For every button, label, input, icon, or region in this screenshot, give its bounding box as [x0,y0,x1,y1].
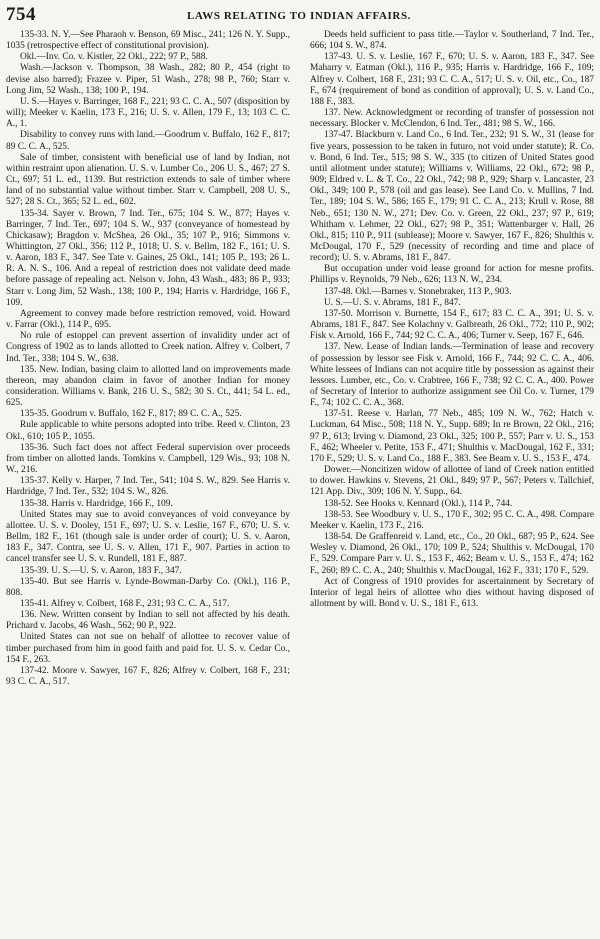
running-title: LAWS RELATING TO INDIAN AFFAIRS. [186,10,412,22]
paragraph: 136. New. Written consent by Indian to sell not affected by his death. Prichard v. Jacobs, 46 Wash., 562; 90 P., 922. [6,610,290,632]
paragraph: Deeds held sufficient to pass title.—Taylor v. Southerland, 7 Ind. Ter., 666; 104 S. W., 874. [310,30,594,52]
paragraph: 138-54. De Graffenreid v. Land, etc., Co., 20 Okl., 687; 95 P., 624. See Wesley v. Diamond, 26 Okl., 170; 109 P., 524; Shulthis v. McDougal, 170 F., 529. Compare Parr v. U. S., 153 F., 462; Beam v. U. S., 153 F., 474; 162 F., 260; 89 C. C. A., 240; Shulthis v. MacDougal, 162 F., 331; 170 F., 529. [310,532,594,576]
paragraph: U. S.—Hayes v. Barringer, 168 F., 221; 93 C. C. A., 507 (disposition by will); Meeker v. Kaelin, 173 F., 216; U. S. v. Allen, 179 F., 13; 103 C. C. A., 1. [6,96,290,130]
paragraph: 135-34. Sayer v. Brown, 7 Ind. Ter., 675; 104 S. W., 877; Hayes v. Barringer, 7 Ind. Ter., 697; 104 S. W., 937 (conveyance of homestead by Chickasaw); Bragdon v. McShea, 26 Okl., 35; 107 P., 916; Simmons v. Whittington, 27 Okl., 356; 112 P., 1018; U. S. v. Bellm, 182 F., 161; U. S. v. Aaron, 183 F., 347. See Tate v. Gaines, 25 Okl., 141; 105 P., 193; 26 L. R. A. N. S., 106. And a repeal of restriction does not validate deed made before passage of repealing act. Nelson v. John, 43 Wash., 483; 86 P., 933; Starr v. Long Jim, 52 Wash., 138; 100 P., 194; Harris v. Hardridge, 166 F., 109. [6,208,290,308]
paragraph: United States may sue to avoid conveyances of void conveyance by allottee. U. S. v. Dooley, 151 F., 697; U. S. v. Leslie, 167 F., 670; U. S. v. Bellm, 182 F., 161 (though sale is under order of court); U. S. v. Aaron, 183 F., 347. Contra, see U. S. v. Allen, 171 F., 907. Parties in action to cancel transfer see U. S. v. Rundell, 181 F., 887. [6,509,290,565]
paragraph: 135-37. Kelly v. Harper, 7 Ind. Ter., 541; 104 S. W., 829. See Harris v. Hardridge, 7 Ind. Ter., 532; 104 S. W., 826. [6,476,290,498]
paragraph: Act of Congress of 1910 provides for ascertainment by Secretary of Interior of legal heirs of allottee who dies without having disposed of allotment by will. Bond v. U. S., 181 F., 613. [310,576,594,609]
paragraph: But occupation under void lease ground for action for mesne profits. Phillips v. Reynolds, 79 Neb., 626; 113 N. W., 234. [310,264,594,286]
paragraph: 137-51. Reese v. Harlan, 77 Neb., 485; 109 N. W., 762; Hatch v. Luckman, 64 Misc., 508; 118 N. Y., Supp. 689; In re Brown, 22 Okl., 216; 97 P., 613; Irving v. Diamond, 23 Okl., 325; 100 P., 557; Parr v. U. S., 153 F., 462; Wheeler v. Petite, 153 F., 471; Shulthis v. MacDougal, 162 F., 331; 170 F., 529; U. S. v. Land Co., 188 F., 383. See Beam v. U. S., 153 F., 474. [310,409,594,464]
right-column [310,30,594,937]
paragraph: 135-39. U. S.—U. S. v. Aaron, 183 F., 347. [20,565,182,576]
paragraph: No rule of estoppel can prevent assertion of invalidity under act of Congress of 1902 as to lands allotted to Creek nation. Alfrey v. Colbert, 7 Ind. Ter., 338; 104 S. W., 638. [6,331,290,364]
paragraph: Sale of timber, consistent with beneficial use of land by Indian, not within restraint upon alienation. U. S. v. Lumber Co., 206 U. S., 467; 27 S. Ct., 697; 51 L. ed., 1139. But restriction extends to sale of timber where land of no substantial value without timber. Starr v. Campbell, 208 U. S., 527; 28 S. Ct., 365; 52 L. ed., 602. [6,152,290,208]
paragraph: 135-38. Harris v. Hardridge, 166 F., 109. [20,498,173,509]
paragraph: 137-42. Moore v. Sawyer, 167 F., 826; Alfrey v. Colbert, 168 F., 231; 93 C. C. A., 517. [6,665,290,688]
paragraph: 137-50. Morrison v. Burnette, 154 F., 617; 83 C. C. A., 391; U. S. v. Abrams, 181 F., 847. See Kolachny v. Galbreath, 26 Okl., 772; 110 P., 902; Fisk v. Arnold, 166 F., 744; 92 C. C. A., 406; Turner v. Seep, 167 F., 646. [310,308,594,342]
page-number: 754 [6,4,36,25]
page-header [6,4,592,26]
paragraph: 137. New. Acknowledgment or recording of transfer of possession not necessary. Blocker v. McClendon, 6 Ind. Ter., 481; 98 S. W., 166. [310,108,594,130]
left-column [6,30,290,937]
paragraph: Okl.—Inv. Co. v. Kistler, 22 Okl., 222; 97 P., 588. [20,52,208,63]
paragraph: 138-53. See Woodbury v. U. S., 170 F., 302; 95 C. C. A., 498. Compare Meeker v. Kaelin, 173 F., 216. [310,509,594,531]
paragraph: U. S.—U. S. v. Abrams, 181 F., 847. [324,297,461,308]
paragraph: 137-47. Blackburn v. Land Co., 6 Ind. Ter., 232; 91 S. W., 31 (lease for five years, possession to be taken in futuro, not void under statute); R. Co. v. Bond, 6 Ind. Ter., 515; 98 S. W., 335 (to citizen of United States good until allotment under statute); Williams v. Williams, 22 Okl., 672; 98 P., 909; Eldred v. L. & T. Co., 22 Okl., 742; 98 P., 929; Sharp v. Lancaster, 23 Okl., 349; 100 P., 578 (oil and gas lease). See Land Co. v. Mullins, 7 Ind. Ter., 189; 104 S. W., 586; 165 F., 179; 91 C. C. A., 213; Krull v. Rose, 88 Neb., 651; 130 N. W., 271; Dev. Co. v. Green, 22 Okl., 237; 97 P., 619; Whitham v. Lehmer, 22 Okl., 627; 98 P., 351; Wattenbarger v. Hall, 26 Okl., 815; 110 P., 911 (sublease); Moore v. Sawyer, 167 F., 826; Shulthis v. McDougal, 170 F., 529 (necessity of recording and time and place of record); U. S. v. Abrams, 181 F., 847. [310,130,594,264]
paragraph: 135-40. But see Harris v. Lynde-Bowman-Darby Co. (Okl.), 116 P., 808. [6,576,290,598]
paragraph: United States can not sue on behalf of allottee to recover value of timber purchased from him in good faith and paid for. U. S. v. Cedar Co., 154 F., 263. [6,632,290,665]
paragraph: 138-52. See Hooks v. Kennard (Okl.), 114 P., 744. [324,498,513,509]
paragraph: 135-36. Such fact does not affect Federal supervision over proceeds from timber on allotted lands. Tomkins v. Campbell, 129 Wis., 93; 108 N. W., 216. [6,442,290,476]
paragraph: 135-35. Goodrum v. Buffalo, 162 F., 817; 89 C. C. A., 525. [20,409,242,420]
paragraph: 137-43. U. S. v. Leslie, 167 F., 670; U. S. v. Aaron, 183 F., 347. See Maharry v. Eatman (Okl.), 116 P., 935; Harris v. Hardridge, 166 F., 109; Alfrey v. Colbert, 168 F., 231; 93 C. C. A., 517; U. S. v. Oil, etc., Co., 187 F., 674 (requirement of bond as condition of approval); U. S. v. Land Co., 188 F., 383. [310,52,594,107]
paragraph: 135-41. Alfrey v. Colbert, 168 F., 231; 93 C. C. A., 517. [20,598,230,609]
paragraph: Agreement to convey made before restriction removed, void. Howard v. Farrar (Okl.), 114 P., 695. [6,308,290,331]
paragraph: Disability to convey runs with land.—Goodrum v. Buffalo, 162 F., 817; 89 C. C. A., 525. [6,130,290,152]
paragraph: 137. New. Lease of Indian lands.—Termination of lease and recovery of possession by lessor see Fisk v. Arnold, 166 F., 744; 92 C. C. A., 406. White lessees of Indians can not acquire title by possession as against their lessors. Lumber, etc., Co. v. Crabtree, 166 F., 738; 92 C. C. A., 400. Power of Secretary of Interior to authorize assignment see Oil Co. v. Turner, 179 F., 74; 102 C. C. A., 368. [310,342,594,409]
paragraph: 137-48. Okl.—Barnes v. Stonebraker, 113 P., 903. [324,286,512,297]
paragraph: Rule applicable to white persons adopted into tribe. Reed v. Clinton, 23 Okl., 610; 105 P., 1055. [6,420,290,442]
paragraph: 135. New. Indian, basing claim to allotted land on improvements made thereon, may abandon claim in favor of another Indian for money consideration. Williams v. Bank, 216 U. S., 582; 30 S. Ct., 441; 54 L. ed., 625. [6,364,290,409]
paragraph: Dower.—Noncitizen widow of allottee of land of Creek nation entitled to dower. Hawkins v. Stevens, 21 Okl., 849; 97 P., 567; Peters v. Tallchief, 121 App. Div., 309; 106 N. Y. Supp., 64. [310,465,594,498]
paragraph: 135-33. N. Y.—See Pharaoh v. Benson, 69 Misc., 241; 126 N. Y. Supp., 1035 (retrospective effect of constitutional provision). [6,30,290,52]
paragraph: Wash.—Jackson v. Thompson, 38 Wash., 282; 80 P., 454 (right to devise also barred); Frazee v. Piper, 51 Wash., 278; 98 P., 760; Starr v. Long Jim, 52 Wash., 138; 100 P., 194. [6,63,290,96]
